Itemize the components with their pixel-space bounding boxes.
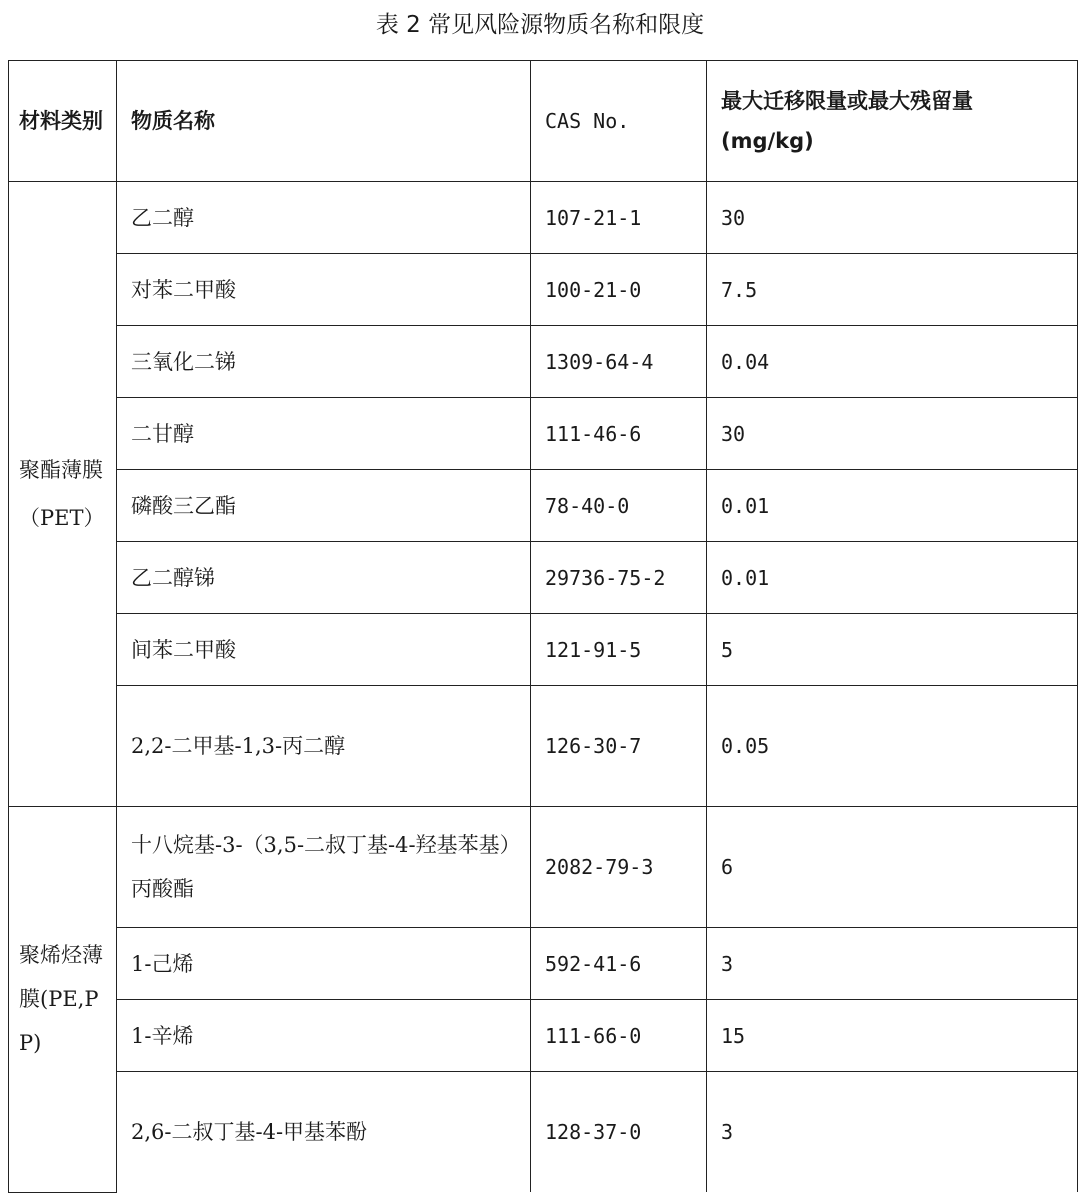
limit-cell: 3 <box>707 1072 1078 1193</box>
substance-cell: 1-己烯 <box>117 928 531 1000</box>
header-limit <box>707 61 1078 182</box>
substance-cell: 1-辛烯 <box>117 1000 531 1072</box>
header-limit-line2: (mg/kg) <box>721 129 814 153</box>
substance-cell: 乙二醇 <box>117 182 531 254</box>
limit-cell: 30 <box>707 182 1078 254</box>
substance-cell: 间苯二甲酸 <box>117 614 531 686</box>
limit-cell: 3 <box>707 928 1078 1000</box>
substance-cell: 十八烷基-3-（3,5-二叔丁基-4-羟基苯基）丙酸酯 <box>117 807 531 928</box>
limit-cell: 15 <box>707 1000 1078 1072</box>
substance-cell: 磷酸三乙酯 <box>117 470 531 542</box>
table-row <box>9 1072 1078 1193</box>
cas-cell: 592-41-6 <box>531 928 707 1000</box>
substance-cell: 乙二醇锑 <box>117 542 531 614</box>
table-row <box>9 326 1078 398</box>
table-row <box>9 807 1078 928</box>
cas-cell: 126-30-7 <box>531 686 707 807</box>
limit-cell: 6 <box>707 807 1078 928</box>
substance-cell: 对苯二甲酸 <box>117 254 531 326</box>
limit-cell: 7.5 <box>707 254 1078 326</box>
table-row <box>9 182 1078 254</box>
header-row <box>9 61 1078 182</box>
table-row <box>9 254 1078 326</box>
cas-cell: 100-21-0 <box>531 254 707 326</box>
table-row <box>9 614 1078 686</box>
category-cell: 聚烯烃薄膜(PE,PP) <box>9 807 117 1193</box>
table-row <box>9 928 1078 1000</box>
cas-cell: 29736-75-2 <box>531 542 707 614</box>
cas-cell: 107-21-1 <box>531 182 707 254</box>
limit-cell: 0.04 <box>707 326 1078 398</box>
limit-cell: 5 <box>707 614 1078 686</box>
substance-cell: 二甘醇 <box>117 398 531 470</box>
substance-cell: 2,6-二叔丁基-4-甲基苯酚 <box>117 1072 531 1193</box>
limit-cell: 30 <box>707 398 1078 470</box>
category-cell: 聚酯薄膜（PET） <box>9 182 117 807</box>
table-row <box>9 470 1078 542</box>
cas-cell: 1309-64-4 <box>531 326 707 398</box>
cas-cell: 121-91-5 <box>531 614 707 686</box>
header-substance: 物质名称 <box>117 61 531 182</box>
header-limit-line1: 最大迁移限量或最大残留量 <box>721 89 973 113</box>
limit-cell: 0.01 <box>707 470 1078 542</box>
limit-cell: 0.05 <box>707 686 1078 807</box>
table-row <box>9 542 1078 614</box>
cas-cell: 111-46-6 <box>531 398 707 470</box>
table-row <box>9 398 1078 470</box>
header-cas: CAS No. <box>531 61 707 182</box>
table-row <box>9 1000 1078 1072</box>
cas-cell: 128-37-0 <box>531 1072 707 1193</box>
header-category: 材料类别 <box>9 61 117 182</box>
substance-cell: 三氧化二锑 <box>117 326 531 398</box>
table-row <box>9 686 1078 807</box>
cas-cell: 111-66-0 <box>531 1000 707 1072</box>
table-title: 表 2 常见风险源物质名称和限度 <box>375 12 705 38</box>
limit-cell: 0.01 <box>707 542 1078 614</box>
cas-cell: 2082-79-3 <box>531 807 707 928</box>
risk-substance-table <box>8 60 1078 1193</box>
cas-cell: 78-40-0 <box>531 470 707 542</box>
substance-cell: 2,2-二甲基-1,3-丙二醇 <box>117 686 531 807</box>
